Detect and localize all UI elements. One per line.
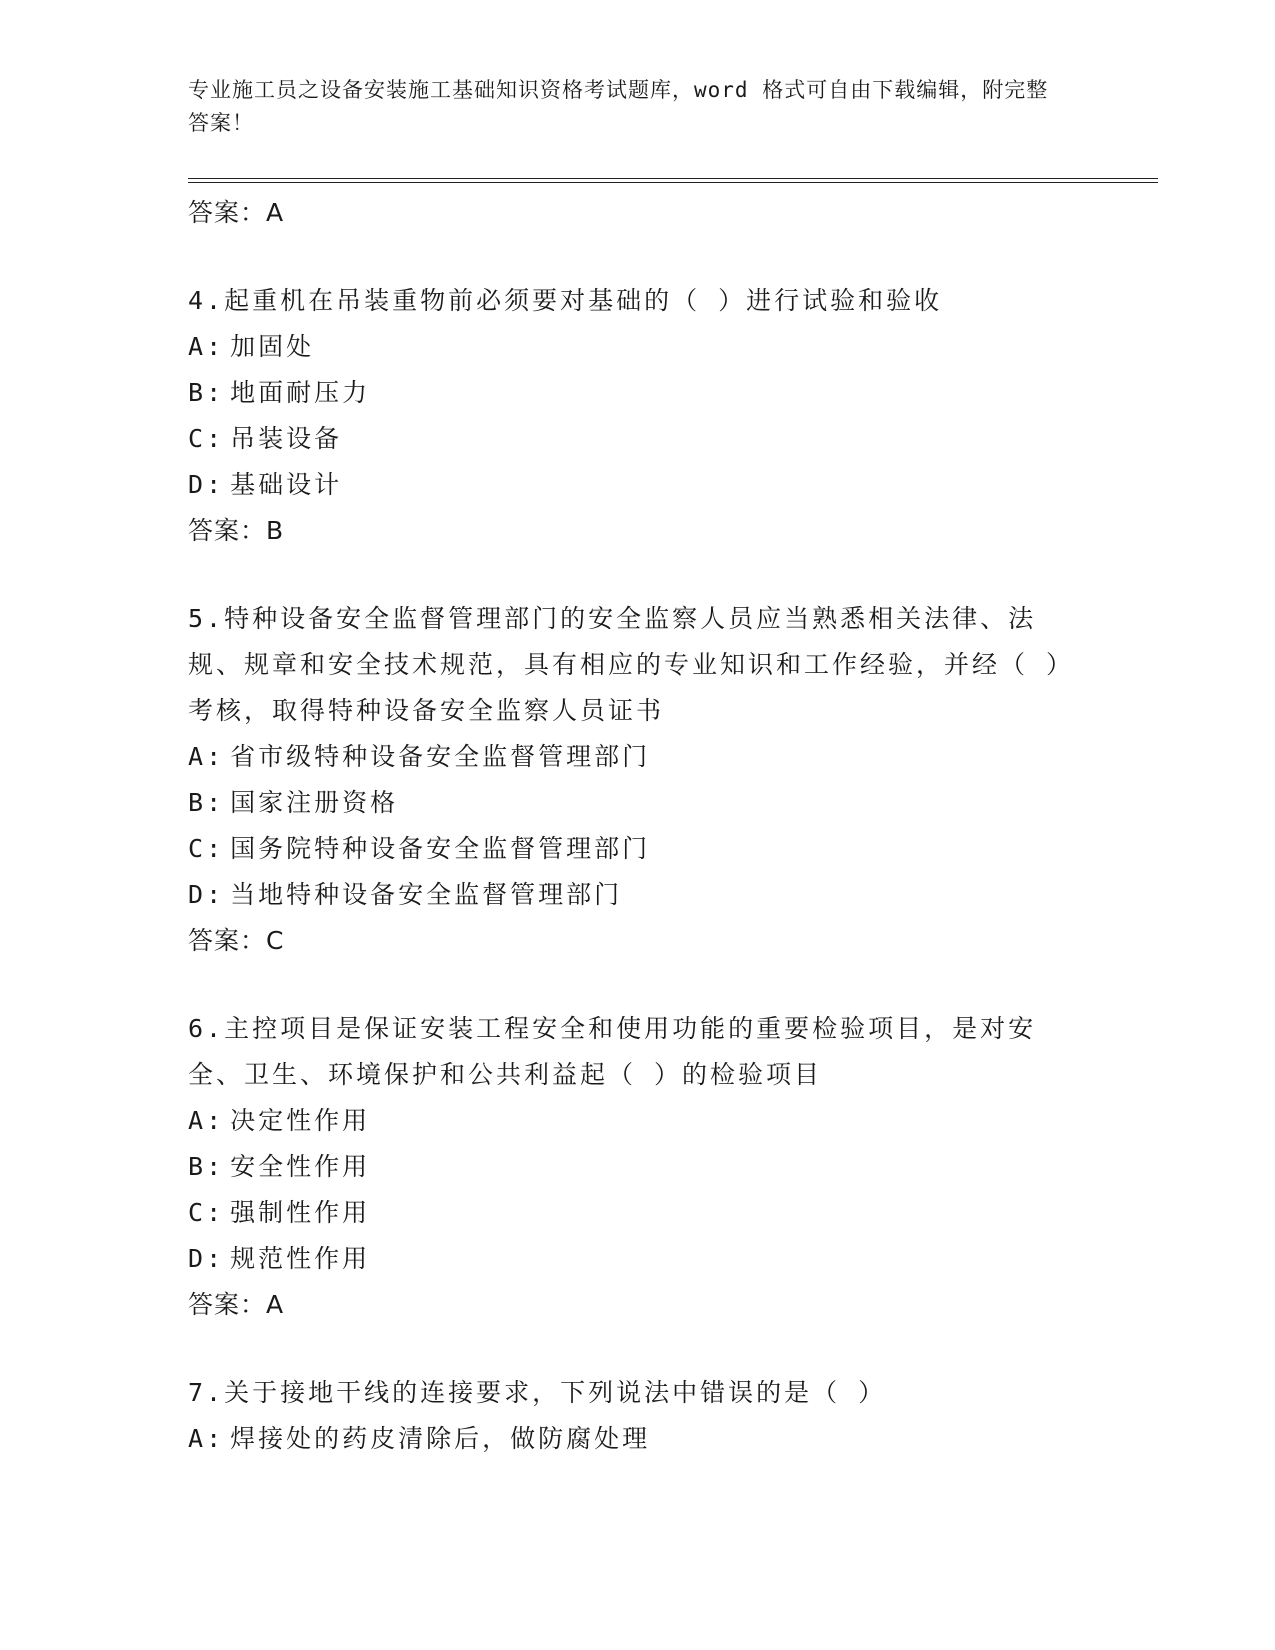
option-text: 国家注册资格 xyxy=(230,788,399,817)
option-separator: : xyxy=(206,332,225,361)
option-letter: A xyxy=(188,1424,207,1453)
option-line xyxy=(188,462,1068,508)
option-letter: C xyxy=(188,424,207,453)
question-stem xyxy=(188,596,1068,734)
option-letter: D xyxy=(188,880,207,909)
option-text: 地面耐压力 xyxy=(230,378,371,407)
question-stem xyxy=(188,1006,1068,1098)
option-letter: B xyxy=(188,1152,207,1181)
option-letter: C xyxy=(188,834,207,863)
option-letter: B xyxy=(188,378,207,407)
option-line xyxy=(188,1190,1068,1236)
option-separator: : xyxy=(206,788,225,817)
document-content xyxy=(188,190,1068,1462)
question-item xyxy=(188,278,1068,554)
answer-line xyxy=(188,190,1068,236)
answer-label: 答案： xyxy=(188,1290,267,1319)
option-line xyxy=(188,734,1068,780)
question-number: 7. xyxy=(188,1378,225,1407)
option-text: 当地特种设备安全监督管理部门 xyxy=(230,880,623,909)
option-line xyxy=(188,1098,1068,1144)
question-number: 5. xyxy=(188,604,225,633)
answer-value: C xyxy=(266,926,285,955)
answer-label: 答案： xyxy=(188,516,267,545)
option-separator: : xyxy=(206,1106,225,1135)
option-line xyxy=(188,780,1068,826)
option-separator: : xyxy=(206,880,225,909)
option-text: 国务院特种设备安全监督管理部门 xyxy=(230,834,651,863)
option-line xyxy=(188,872,1068,918)
question-item xyxy=(188,1006,1068,1328)
option-separator: : xyxy=(206,834,225,863)
page-header-title: 专业施工员之设备安装施工基础知识资格考试题库，word 格式可自由下载编辑，附完整答案！ xyxy=(188,78,1049,135)
question-item xyxy=(188,596,1068,964)
option-text: 加固处 xyxy=(230,332,315,361)
option-separator: : xyxy=(206,742,225,771)
answer-line xyxy=(188,918,1068,964)
option-separator: : xyxy=(206,470,225,499)
answer-value: A xyxy=(266,1290,285,1319)
question-number: 4. xyxy=(188,286,225,315)
question-text: 主控项目是保证安装工程安全和使用功能的重要检验项目，是对安全、卫生、环境保护和公共利益起（ ）的检验项目 xyxy=(188,1014,1037,1089)
option-letter: B xyxy=(188,788,207,817)
answer-label: 答案： xyxy=(188,198,267,227)
option-text: 规范性作用 xyxy=(230,1244,371,1273)
answer-value: B xyxy=(266,516,285,545)
option-text: 决定性作用 xyxy=(230,1106,371,1135)
option-line xyxy=(188,416,1068,462)
option-separator: : xyxy=(206,1198,225,1227)
option-letter: C xyxy=(188,1198,207,1227)
question-item xyxy=(188,1370,1068,1462)
option-text: 强制性作用 xyxy=(230,1198,371,1227)
option-separator: : xyxy=(206,1152,225,1181)
option-text: 省市级特种设备安全监督管理部门 xyxy=(230,742,651,771)
option-text: 基础设计 xyxy=(230,470,343,499)
option-line xyxy=(188,1236,1068,1282)
option-separator: : xyxy=(206,1244,225,1273)
answer-label: 答案： xyxy=(188,926,267,955)
question-text: 起重机在吊装重物前必须要对基础的（ ）进行试验和验收 xyxy=(224,286,943,315)
option-letter: D xyxy=(188,470,207,499)
option-line xyxy=(188,370,1068,416)
option-letter: A xyxy=(188,1106,207,1135)
option-separator: : xyxy=(206,424,225,453)
option-letter: A xyxy=(188,742,207,771)
answer-value: A xyxy=(266,198,285,227)
question-stem xyxy=(188,278,1068,324)
option-separator: : xyxy=(206,378,225,407)
question-text: 特种设备安全监督管理部门的安全监察人员应当熟悉相关法律、法规、规章和安全技术规范，具有相应的专业知识和工作经验，并经（ ）考核，取得特种设备安全监察人员证书 xyxy=(188,604,1062,725)
option-text: 焊接处的药皮清除后，做防腐处理 xyxy=(230,1424,651,1453)
question-number: 6. xyxy=(188,1014,225,1043)
option-line xyxy=(188,324,1068,370)
answer-line xyxy=(188,1282,1068,1328)
option-text: 吊装设备 xyxy=(230,424,343,453)
option-letter: A xyxy=(188,332,207,361)
question-stem xyxy=(188,1370,1068,1416)
option-line xyxy=(188,1144,1068,1190)
question-list xyxy=(188,278,1068,1462)
answer-line xyxy=(188,508,1068,554)
header-double-rule xyxy=(188,178,1158,183)
option-line xyxy=(188,1416,1068,1462)
question-text: 关于接地干线的连接要求，下列说法中错误的是（ ） xyxy=(224,1378,887,1407)
option-text: 安全性作用 xyxy=(230,1152,371,1181)
option-line xyxy=(188,826,1068,872)
option-separator: : xyxy=(206,1424,225,1453)
option-letter: D xyxy=(188,1244,207,1273)
